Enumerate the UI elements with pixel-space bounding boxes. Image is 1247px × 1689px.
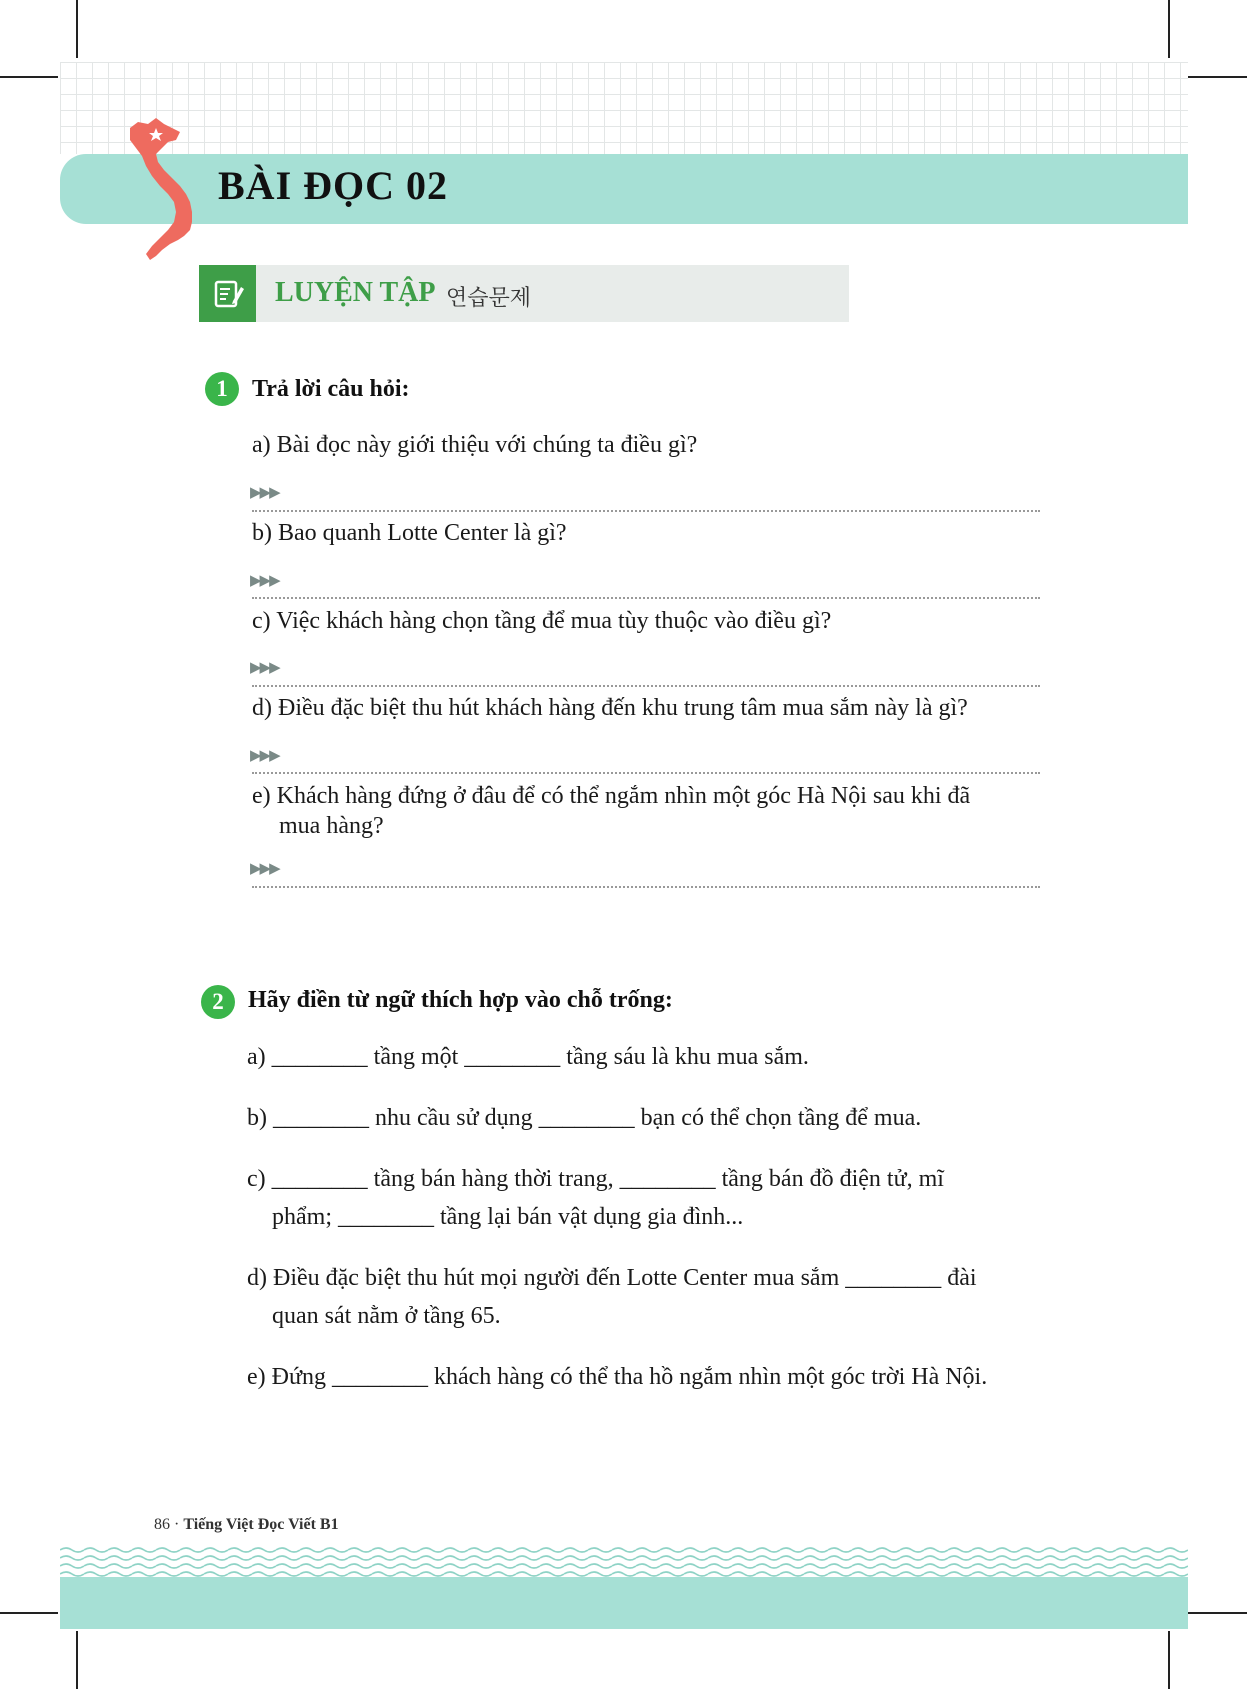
answer-line[interactable]	[252, 886, 1040, 888]
answer-line[interactable]	[252, 597, 1040, 599]
crop-mark	[1168, 1631, 1170, 1689]
fill-in-line: e) Đứng ________ khách hàng có thể tha hồ ngắm nhìn một góc trời Hà Nội.	[247, 1364, 988, 1390]
answer-line[interactable]	[252, 772, 1040, 774]
page-footer	[154, 1516, 339, 1534]
question-line: c) Việc khách hàng chọn tầng để mua tùy thuộc vào điều gì?	[252, 608, 832, 634]
exercise-title: Trả lời câu hỏi:	[252, 376, 410, 402]
question-text	[252, 518, 1042, 548]
fill-in-item	[247, 1160, 1047, 1236]
fill-in-line: quan sát nằm ở tầng 65.	[272, 1303, 501, 1329]
question-text	[252, 781, 1042, 841]
answer-arrow-icon: ▶▶▶	[250, 748, 279, 764]
question-line: mua hàng?	[279, 813, 384, 839]
question-text	[252, 693, 1042, 723]
fill-in-item	[247, 1358, 1047, 1396]
answer-line[interactable]	[252, 685, 1040, 687]
edit-note-icon	[199, 265, 256, 322]
page-title: BÀI ĐỌC 02	[218, 163, 449, 208]
exercise-number-badge: 1	[205, 372, 239, 406]
fill-in-item	[247, 1038, 1047, 1076]
vietnam-map-icon	[126, 118, 208, 266]
fill-in-item	[247, 1259, 1047, 1335]
page-number: 86	[154, 1516, 170, 1533]
section-label: LUYỆN TẬP	[275, 277, 436, 308]
book-title: Tiếng Việt Đọc Viết B1	[183, 1516, 339, 1533]
answer-arrow-icon: ▶▶▶	[250, 660, 279, 676]
crop-mark	[0, 1612, 58, 1614]
crop-mark	[76, 1631, 78, 1689]
fill-in-line: d) Điều đặc biệt thu hút mọi người đến Lotte Center mua sắm ________ đài	[247, 1265, 977, 1291]
question-line: e) Khách hàng đứng ở đâu để có thể ngắm nhìn một góc Hà Nội sau khi đã	[252, 783, 971, 809]
exercise-number-badge: 2	[201, 985, 235, 1019]
footer-separator: ·	[174, 1516, 180, 1533]
answer-arrow-icon: ▶▶▶	[250, 573, 279, 589]
question-text	[252, 430, 1042, 460]
question-line: a) Bài đọc này giới thiệu với chúng ta điều gì?	[252, 432, 698, 458]
fill-in-line: b) ________ nhu cầu sử dụng ________ bạn có thể chọn tầng để mua.	[247, 1105, 922, 1131]
question-line: b) Bao quanh Lotte Center là gì?	[252, 520, 567, 546]
crop-mark	[0, 76, 58, 78]
footer-wave-decoration	[60, 1545, 1188, 1577]
exercise-title: Hãy điền từ ngữ thích hợp vào chỗ trống:	[248, 987, 673, 1013]
crop-mark	[1188, 1612, 1247, 1614]
crop-mark	[1188, 76, 1247, 78]
footer-band	[60, 1577, 1188, 1629]
answer-arrow-icon: ▶▶▶	[250, 485, 279, 501]
question-line: d) Điều đặc biệt thu hút khách hàng đến khu trung tâm mua sắm này là gì?	[252, 695, 968, 721]
fill-in-line: a) ________ tầng một ________ tầng sáu là khu mua sắm.	[247, 1044, 809, 1070]
fill-in-line: c) ________ tầng bán hàng thời trang, ________ tầng bán đồ điện tử, mĩ	[247, 1166, 944, 1192]
answer-arrow-icon: ▶▶▶	[250, 861, 279, 877]
crop-mark	[1168, 0, 1170, 58]
crop-mark	[76, 0, 78, 58]
practice-section-header	[199, 265, 849, 322]
fill-in-item	[247, 1099, 1047, 1137]
header-grid-background	[60, 62, 1188, 154]
answer-line[interactable]	[252, 510, 1040, 512]
question-text	[252, 606, 1042, 636]
section-korean-label: 연습문제	[446, 286, 532, 311]
fill-in-line: phẩm; ________ tầng lại bán vật dụng gia đình...	[272, 1204, 744, 1230]
